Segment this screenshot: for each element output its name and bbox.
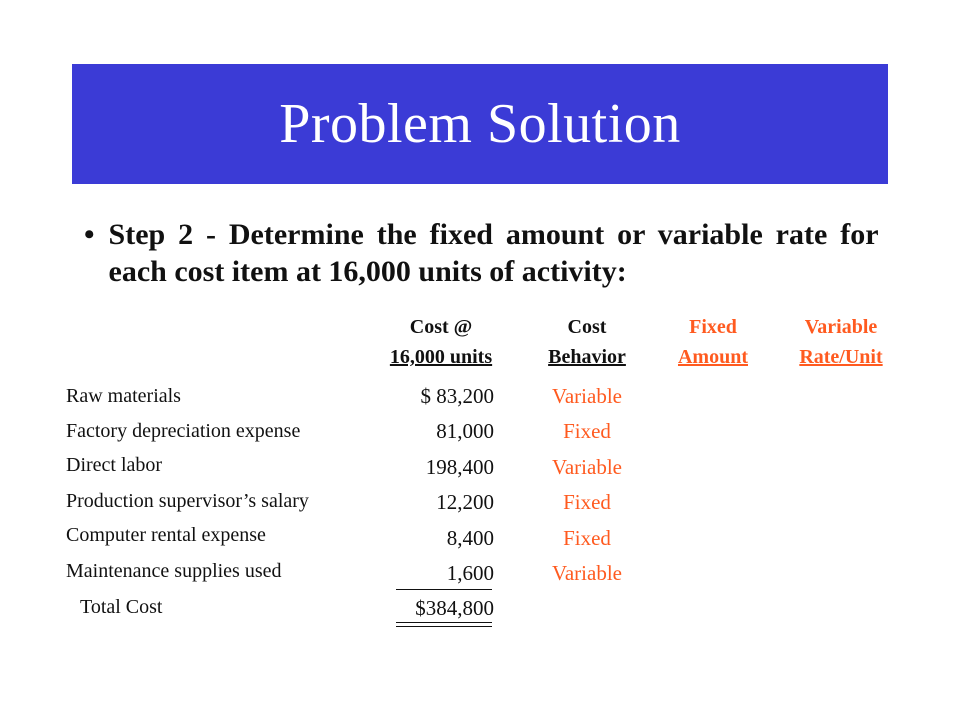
behavior-supervisor-salary: Fixed: [563, 490, 611, 514]
behavior-factory-depreciation: Fixed: [563, 419, 611, 443]
amount-raw-materials: $ 83,200: [420, 384, 494, 408]
header-line2: Amount: [677, 346, 748, 368]
title-banner: [72, 64, 888, 184]
slide-title: Problem Solution: [279, 93, 681, 155]
header-line1: Cost: [567, 316, 607, 338]
bullet-text: Step 2 - Determine the fixed amount or variable rate for each cost item at 16,000 units of activity:: [108, 218, 879, 288]
bullet-icon: •: [84, 218, 95, 251]
bullet-point: [84, 216, 904, 290]
row-label-computer-rental: Computer rental expense: [66, 524, 266, 546]
row-label-factory-depreciation: Factory depreciation expense: [66, 420, 301, 442]
behavior-computer-rental: Fixed: [563, 526, 611, 550]
row-label-supervisor-salary: Production supervisor’s salary: [66, 490, 309, 512]
row-label-raw-materials: Raw materials: [66, 385, 181, 407]
header-line2: Behavior: [548, 346, 626, 368]
header-line1: Fixed: [689, 316, 737, 338]
header-line2: Rate/Unit: [799, 346, 883, 368]
amount-factory-depreciation: 81,000: [436, 419, 494, 443]
total-cost-amount: $384,800: [415, 596, 494, 620]
header-line2: 16,000 units: [389, 346, 493, 368]
amount-supervisor-salary: 12,200: [436, 490, 494, 514]
total-double-underline: [396, 622, 492, 627]
subtotal-underline: [396, 589, 492, 590]
behavior-direct-labor: Variable: [552, 455, 622, 479]
amount-maintenance-supplies: 1,600: [446, 561, 494, 585]
behavior-raw-materials: Variable: [552, 384, 622, 408]
header-line1: Variable: [804, 316, 878, 338]
total-cost-label: Total Cost: [80, 596, 163, 618]
amount-computer-rental: 8,400: [446, 526, 494, 550]
row-label-maintenance-supplies: Maintenance supplies used: [66, 560, 282, 582]
row-label-direct-labor: Direct labor: [66, 454, 163, 476]
header-line1: Cost @: [409, 316, 473, 338]
header-variable-rate: [766, 312, 916, 372]
amount-direct-labor: 198,400: [425, 455, 494, 479]
header-cost-at-units: [366, 312, 516, 372]
behavior-maintenance-supplies: Variable: [552, 561, 622, 585]
